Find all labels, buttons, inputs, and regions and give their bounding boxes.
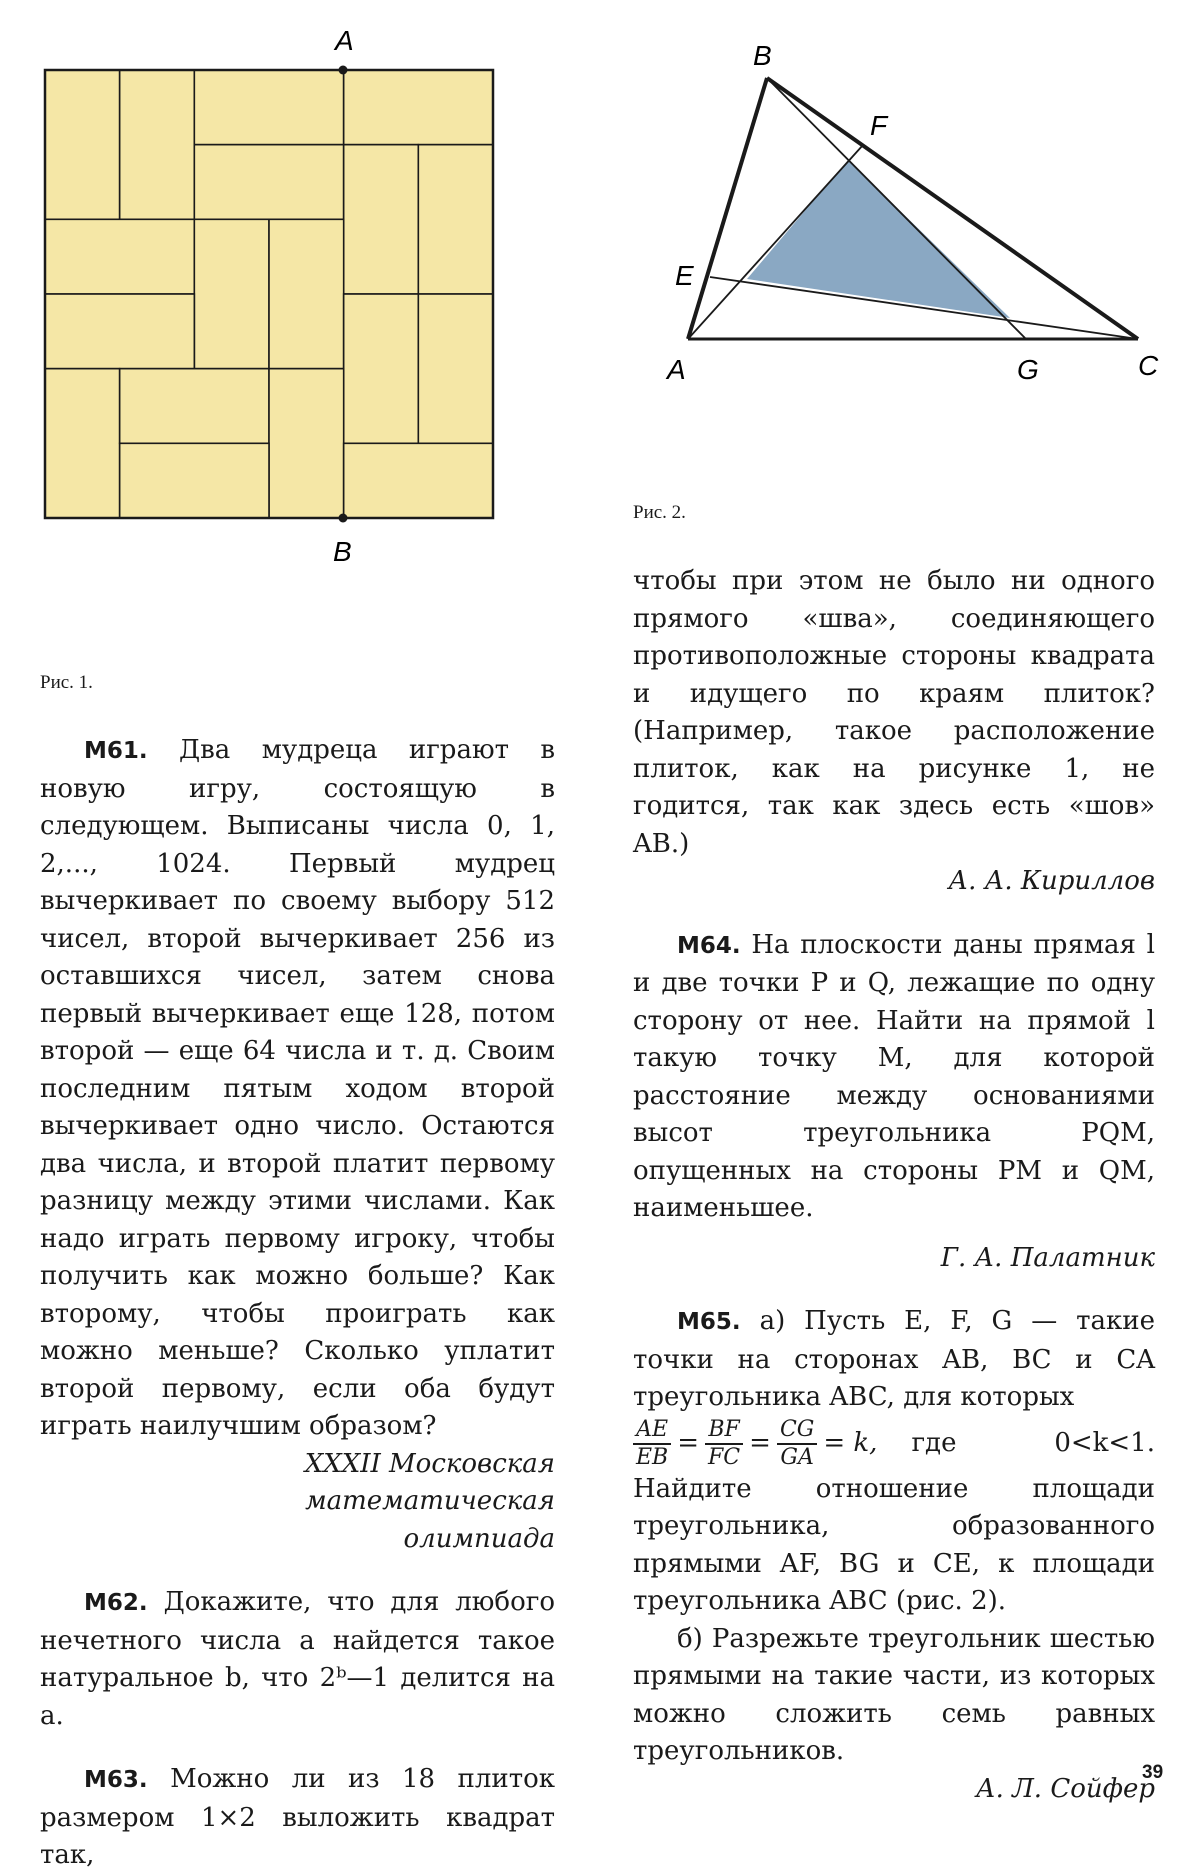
problem-code: M65. (677, 1309, 741, 1335)
problem-m63 (40, 1761, 555, 1875)
ratio-equation: $\frac{AE}{EB}$ = $\frac{BF}{FC}$ = $\frac{CG}{GA}$ = k, где 0<k<1. (633, 1417, 1155, 1471)
point-b (339, 514, 348, 523)
shaded-triangle (747, 160, 1010, 318)
tile (418, 145, 493, 294)
fraction-bf-fc: $\frac{BF}{FC}$ (705, 1417, 743, 1471)
label-a: A (667, 354, 686, 385)
tile (269, 369, 344, 518)
tile (45, 369, 120, 518)
figure-2-caption: Рис. 2. (633, 502, 686, 523)
tile (194, 70, 343, 145)
tile (269, 219, 344, 368)
label-b: B (753, 40, 772, 71)
tile (344, 70, 493, 145)
problem-m65-b: б) Разрежьте треугольник шестью прямыми на такие части, из которых можно сложить семь равных треугольников. (633, 1623, 1155, 1766)
page-number: 39 (1142, 1762, 1164, 1783)
tile (344, 443, 493, 518)
tile (120, 369, 269, 444)
problem-m65 (633, 1303, 1155, 1417)
tile (344, 145, 419, 294)
label-g: G (1017, 354, 1039, 385)
problem-m65-a-continued: Найдите отношение площади треугольника, образованного прямыми AF, BG и CE, к площади треугольника ABC (рис. 2). (633, 1473, 1155, 1616)
condition: 0<k<1. (1054, 1427, 1155, 1458)
equation-tail: = k, (823, 1427, 878, 1458)
problem-m62 (40, 1584, 555, 1735)
problem-author: А. А. Кириллов (948, 866, 1155, 896)
figure-2-triangle (655, 35, 1175, 395)
right-column (633, 563, 1155, 1808)
problem-text: а) Пусть E, F, G — такие точки на сторонах AB, BC и CA треугольника ABC, для которых (633, 1306, 1155, 1412)
tile (45, 219, 194, 294)
problem-text: Два мудреца играют в новую игру, состоящую в следующем. Выписаны числа 0, 1, 2,..., 1024. Первый мудрец вычеркивает по своему выбору 512 чисел, второй вычеркивает 256 из оставшихся чисел, затем снова первый вычеркивает еще 128, потом второй — еще 64 числа и т. д. Своим последним пятым ходом второй вычеркивает одно число. Остаются два числа, и второй платит первому разницу между этими числами. Как надо играть первому игроку, чтобы получить как можно больше? Как второму, чтобы проиграть как можно меньше? Сколько уплатит второй первому, если оба будут играть наилучшим образом? (40, 735, 555, 1441)
problem-text: На плоскости даны прямая l и две точки P и Q, лежащие по одну сторону от нее. Найти на прямой l такую точку M, для которой расстояние между основаниями высот треугольника PQM, опущенных на стороны PM и QM, наименьшее. (633, 929, 1155, 1223)
label-b: B (333, 536, 352, 567)
problem-author: А. Л. Сойфер (975, 1773, 1155, 1804)
problem-code: M62. (84, 1590, 148, 1616)
figure-1-tiling (30, 25, 570, 625)
tiles-group (45, 70, 493, 518)
where-word: где (911, 1427, 957, 1458)
label-e: E (675, 260, 694, 291)
side-ab (688, 78, 767, 339)
problem-text: Можно ли из 18 плиток размером 1×2 выложить квадрат так, (40, 1764, 556, 1870)
author-line-3: олимпиада (403, 1523, 555, 1554)
tile (194, 219, 269, 368)
fraction-cg-ga: $\frac{CG}{GA}$ (777, 1417, 817, 1471)
author-line-2: математическая (305, 1486, 555, 1516)
fraction-ae-eb: $\frac{AE}{EB}$ (633, 1417, 671, 1471)
point-a (339, 66, 348, 75)
problem-author: Г. А. Палатник (940, 1242, 1155, 1273)
problem-code: M63. (84, 1767, 148, 1793)
problem-text: Докажите, что для любого нечетного числа a найдется такое натуральное b, что 2ᵇ—1 делится на a. (40, 1587, 556, 1731)
problem-m61 (40, 732, 555, 1446)
tile (120, 70, 195, 219)
label-a: A (335, 25, 354, 56)
tile (45, 294, 194, 369)
label-f: F (870, 110, 888, 141)
problem-code: M61. (84, 738, 148, 764)
tile (120, 443, 269, 518)
problem-m63-continued: чтобы при этом не было ни одного прямого «шва», соединяющего противоположные стороны квадрата и идущего по краям плиток? (Например, такое расположение плиток, как на рисунке 1, не годится, так как здесь есть «шов» AB.) (633, 566, 1155, 859)
tile (194, 145, 343, 220)
left-column (40, 732, 555, 1875)
figure-1-caption: Рис. 1. (40, 672, 93, 693)
tile (418, 294, 493, 443)
tile (344, 294, 419, 443)
author-line-1: XXXII Московская (304, 1448, 555, 1479)
problem-code: M64. (677, 932, 741, 959)
tile (45, 70, 120, 219)
label-c: C (1138, 350, 1159, 381)
problem-m64 (633, 927, 1155, 1228)
